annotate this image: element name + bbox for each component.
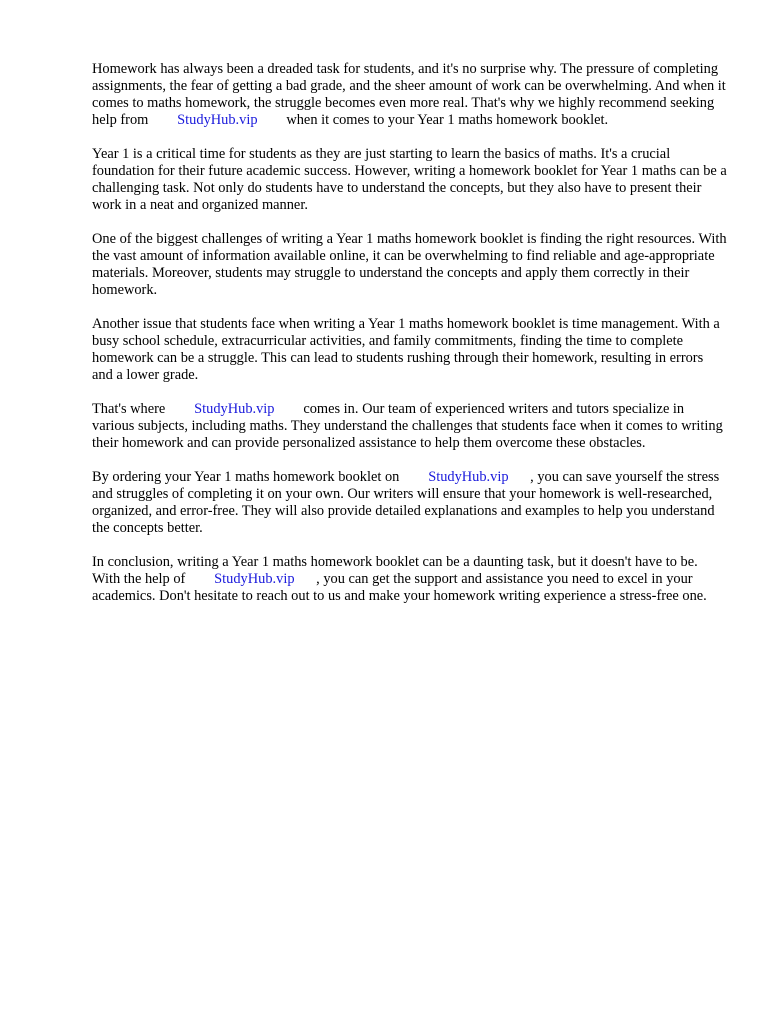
- paragraph-text: Homework has always been a dreaded task for students, and it's no surprise why. The pressure of completing assignments, the fear of getting a bad grade, and the sheer amount of work can be overwhelming. And when it comes to maths homework, the struggle becomes even more real. That's why we highly recommend seeking help from: [92, 61, 726, 128]
- paragraph-text: , you can get the support and assistance you need to excel in your academics. Don't hesitate to reach out to us and make your homework writing experience a stress-free one.: [92, 571, 707, 604]
- paragraph-conclusion: [92, 554, 727, 605]
- studyhub-link[interactable]: StudyHub.vip: [214, 571, 295, 587]
- document-body: [92, 61, 727, 622]
- studyhub-link[interactable]: StudyHub.vip: [194, 401, 275, 417]
- paragraph-time-management: [92, 316, 727, 384]
- paragraph-text: when it comes to your Year 1 maths homework booklet.: [286, 112, 609, 128]
- paragraph-ordering: [92, 469, 727, 537]
- paragraph-text: In conclusion, writing a Year 1 maths homework booklet can be a daunting task, but it doesn't have to be. With the help of: [92, 554, 698, 587]
- paragraph-text: , you can save yourself the stress and struggles of completing it on your own. Our writers will ensure that your homework is well-researched, organized, and error-free. They will also provide detailed explanations and examples to help you understand the concepts better.: [92, 469, 720, 536]
- paragraph-text: One of the biggest challenges of writing a Year 1 maths homework booklet is finding the right resources. With the vast amount of information available online, it can be overwhelming to find reliable and age-appropriate materials. Moreover, students may struggle to understand the concepts and apply them correctly in their homework.: [92, 231, 727, 298]
- paragraph-thats-where: [92, 401, 727, 452]
- paragraph-text: By ordering your Year 1 maths homework booklet on: [92, 469, 400, 485]
- studyhub-link[interactable]: StudyHub.vip: [428, 469, 509, 485]
- studyhub-link[interactable]: StudyHub.vip: [177, 112, 258, 128]
- paragraph-intro: [92, 61, 727, 129]
- paragraph-text: Another issue that students face when writing a Year 1 maths homework booklet is time management. With a busy school schedule, extracurricular activities, and family commitments, finding the time to complete homework can be a struggle. This can lead to students rushing through their homework, resulting in errors and a lower grade.: [92, 316, 720, 383]
- paragraph-text: That's where: [92, 401, 166, 417]
- paragraph-resources: [92, 231, 727, 299]
- paragraph-text: comes in. Our team of experienced writers and tutors specialize in various subjects, including maths. They understand the challenges that students face when it comes to writing their homework and can provide personalized assistance to help them overcome these obstacles.: [92, 401, 723, 451]
- paragraph-text: Year 1 is a critical time for students as they are just starting to learn the basics of maths. It's a crucial foundation for their future academic success. However, writing a homework booklet for Year 1 maths can be a challenging task. Not only do students have to understand the concepts, but they also have to present their work in a neat and organized manner.: [92, 146, 727, 213]
- paragraph-year1: [92, 146, 727, 214]
